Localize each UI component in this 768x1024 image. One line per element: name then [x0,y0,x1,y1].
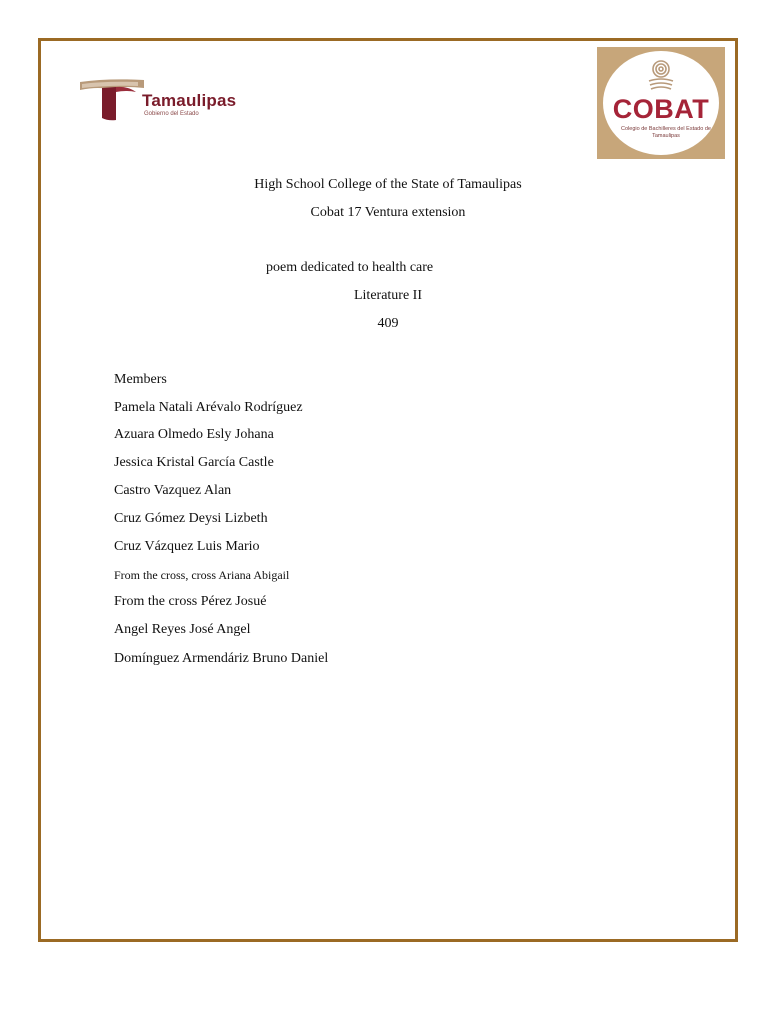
subject-name: Literature II [353,288,422,303]
member-item: Jessica Kristal García Castle [114,455,274,470]
cobat-logo-subtitle: Colegio de Bachilleres del Estado de Tamaulipas [621,126,711,139]
tamaulipas-logo [78,78,258,124]
member-item: From the cross Pérez Josué [114,594,267,609]
tamaulipas-t-icon [78,78,148,122]
assignment-title: poem dedicated to health care [266,260,434,275]
tamaulipas-logo-subtitle: Gobierno del Estado [144,111,199,117]
member-item: Cruz Gómez Deysi Lizbeth [114,511,268,526]
member-item: Pamela Natali Arévalo Rodríguez [114,400,303,415]
cobat-logo-name: COBAT [612,94,710,124]
member-item: Azuara Olmedo Esly Johana [114,427,274,442]
group-number: 409 [377,316,399,331]
cobat-logo [597,47,725,159]
campus-name: Cobat 17 Ventura extension [310,205,466,220]
member-item: Cruz Vázquez Luis Mario [114,539,260,554]
tamaulipas-logo-name: Tamaulipas [142,91,237,110]
member-item: Domínguez Armendáriz Bruno Daniel [114,651,329,666]
cobat-emblem-icon [645,59,677,93]
member-item: Castro Vazquez Alan [114,483,232,498]
institution-name: High School College of the State of Tamaulipas [254,177,522,192]
member-item: From the cross, cross Ariana Abigail [114,568,290,582]
members-heading: Members [114,372,167,387]
member-item: Angel Reyes José Angel [114,622,251,637]
